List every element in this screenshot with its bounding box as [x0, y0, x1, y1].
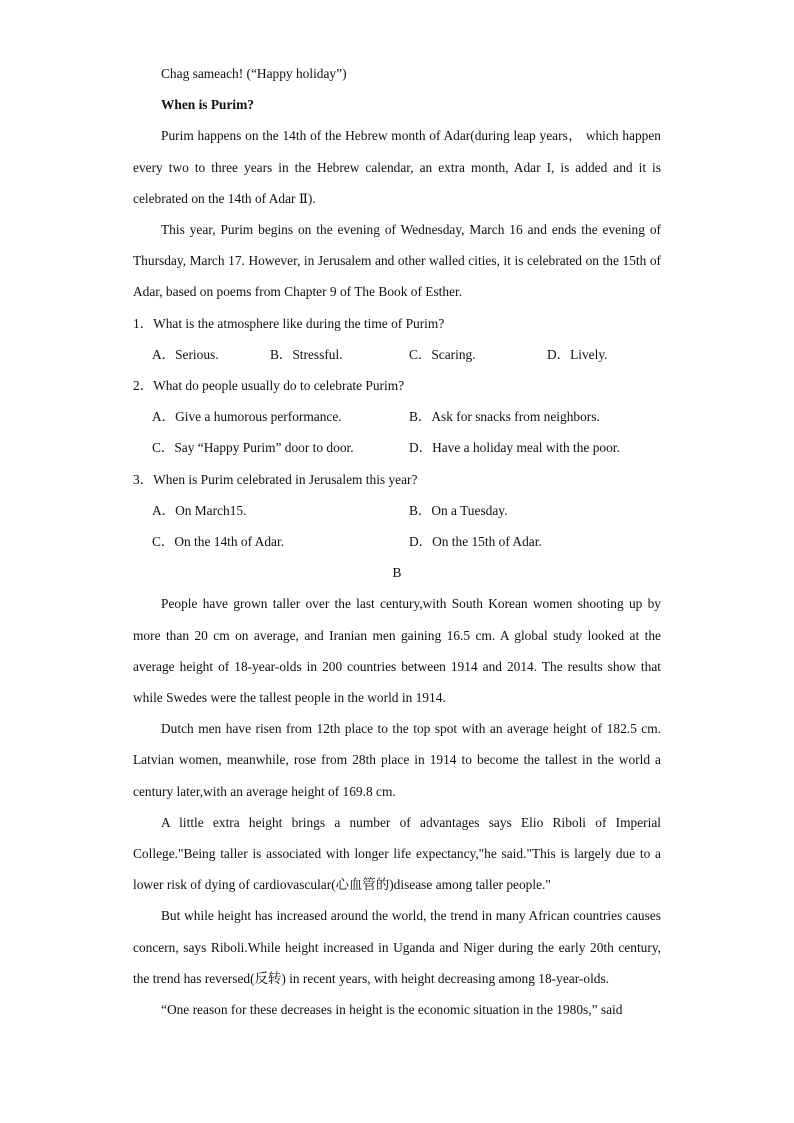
paragraph: Purim happens on the 14th of the Hebrew month of Adar(during leap years， which happen every two to three years in the Hebrew calendar, an extra month, Adar I, is added and it is celebrated on the 14th of Adar Ⅱ). — [133, 128, 661, 206]
question-stem: 2．What do people usually do to celebrate Purim? — [133, 378, 405, 394]
option: C．Say “Happy Purim” door to door. — [152, 440, 354, 456]
option: A．Serious. — [152, 346, 219, 362]
section-subheading: When is Purim? — [161, 97, 254, 113]
option: D．On the 15th of Adar. — [409, 534, 542, 550]
option: B．On a Tuesday. — [409, 502, 508, 518]
paragraph: People have grown taller over the last century,with South Korean women shooting up by more than 20 cm on average, and Iranian men gaining 16.5 cm. A global study looked at the average height of 18-year-olds in 200 countries between 1914 and 2014. The results show that while Swedes were the tallest people in the world in 1914. — [133, 596, 661, 706]
question-options — [152, 495, 661, 526]
question-stem: 1．What is the atmosphere like during the time of Purim? — [133, 315, 445, 331]
option: C．Scaring. — [409, 346, 476, 362]
option: B．Stressful. — [270, 346, 343, 362]
question-options — [152, 526, 661, 557]
question-options — [152, 432, 661, 463]
paragraph: But while height has increased around the world, the trend in many African countries causes concern, says Riboli.While height increased in Uganda and Niger during the early 20th century, the trend has reversed(反转) in recent years, with height decreasing among 18-year-olds. — [133, 908, 661, 986]
question-options — [152, 339, 661, 370]
paragraph: A little extra height brings a number of advantages says Elio Riboli of Imperial College."Being taller is associated with longer life expectancy,"he said."This is largely due to a lower risk of dying of cardiovascular(心血管的)disease among taller people." — [133, 814, 661, 893]
option: A．On March15. — [152, 502, 247, 518]
option: A．Give a humorous performance. — [152, 409, 342, 425]
option: C．On the 14th of Adar. — [152, 534, 285, 550]
paragraph: “One reason for these decreases in height is the economic situation in the 1980s,” said — [161, 1002, 623, 1018]
question-stem: 3．When is Purim celebrated in Jerusalem this year? — [133, 471, 418, 487]
section-title: B — [392, 565, 402, 581]
paragraph: This year, Purim begins on the evening of Wednesday, March 16 and ends the evening of Thursday, March 17. However, in Jerusalem and other walled cities, it is celebrated on the 15th of Adar, based on poems from Chapter 9 of The Book of Esther. — [133, 222, 661, 300]
greeting-line: Chag sameach! (“Happy holiday”) — [161, 66, 347, 81]
option: D．Have a holiday meal with the poor. — [409, 440, 620, 456]
option: B．Ask for snacks from neighbors. — [409, 409, 600, 425]
question-options — [152, 401, 661, 432]
document-page — [133, 58, 661, 1025]
option: D．Lively. — [547, 346, 608, 362]
paragraph: Dutch men have risen from 12th place to the top spot with an average height of 182.5 cm. Latvian women, meanwhile, rose from 28th place in 1914 to become the tallest in the world a century later,with an average height of 169.8 cm. — [133, 721, 661, 799]
